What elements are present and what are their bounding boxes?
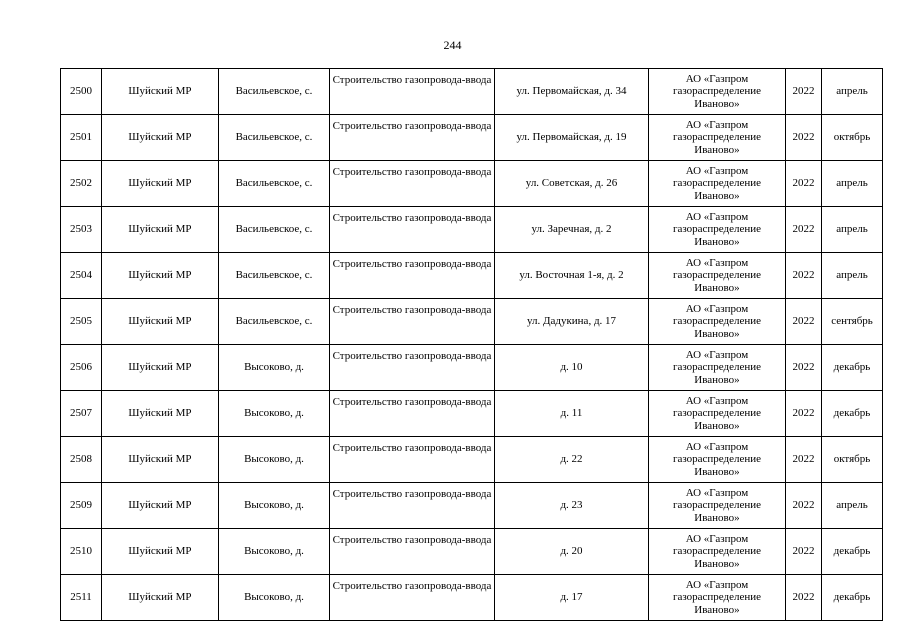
- org-line-2: газораспределение: [672, 499, 762, 512]
- organization-cell: [649, 115, 786, 161]
- address-cell: д. 10: [495, 345, 649, 391]
- row-number-cell: 2502: [61, 161, 102, 207]
- org-line-1: АО «Газпром: [685, 578, 749, 591]
- work-type-cell: Строительство газопровода-ввода: [330, 575, 495, 621]
- organization-cell: [649, 483, 786, 529]
- gas-pipeline-registry-table: [60, 68, 883, 621]
- org-line-1: АО «Газпром: [685, 72, 749, 85]
- organization-cell: [649, 345, 786, 391]
- row-number-cell: 2507: [61, 391, 102, 437]
- address-cell: ул. Советская, д. 26: [495, 161, 649, 207]
- month-cell: сентябрь: [822, 299, 883, 345]
- org-line-2: газораспределение: [672, 315, 762, 328]
- district-cell: Шуйский МР: [102, 115, 219, 161]
- table-row: [61, 115, 883, 161]
- row-number-cell: 2501: [61, 115, 102, 161]
- organization-cell: [649, 207, 786, 253]
- row-number-cell: 2506: [61, 345, 102, 391]
- organization-cell: [649, 299, 786, 345]
- table-row: [61, 69, 883, 115]
- organization-cell: [649, 253, 786, 299]
- year-cell: 2022: [786, 529, 822, 575]
- settlement-cell: Васильевское, с.: [219, 299, 330, 345]
- work-type-cell: Строительство газопровода-ввода: [330, 437, 495, 483]
- row-number-cell: 2500: [61, 69, 102, 115]
- month-cell: апрель: [822, 161, 883, 207]
- year-cell: 2022: [786, 115, 822, 161]
- table-row: [61, 437, 883, 483]
- district-cell: Шуйский МР: [102, 253, 219, 299]
- month-cell: декабрь: [822, 529, 883, 575]
- org-line-3: Иваново»: [694, 511, 740, 524]
- month-cell: апрель: [822, 207, 883, 253]
- work-type-cell: Строительство газопровода-ввода: [330, 391, 495, 437]
- address-cell: ул. Заречная, д. 2: [495, 207, 649, 253]
- table-row: [61, 345, 883, 391]
- work-type-cell: Строительство газопровода-ввода: [330, 207, 495, 253]
- address-cell: ул. Восточная 1-я, д. 2: [495, 253, 649, 299]
- settlement-cell: Высоково, д.: [219, 345, 330, 391]
- district-cell: Шуйский МР: [102, 207, 219, 253]
- month-cell: октябрь: [822, 115, 883, 161]
- org-line-2: газораспределение: [672, 131, 762, 144]
- org-line-1: АО «Газпром: [685, 486, 749, 499]
- work-type-cell: Строительство газопровода-ввода: [330, 115, 495, 161]
- work-type-cell: Строительство газопровода-ввода: [330, 299, 495, 345]
- work-type-cell: Строительство газопровода-ввода: [330, 483, 495, 529]
- org-line-3: Иваново»: [694, 281, 740, 294]
- district-cell: Шуйский МР: [102, 161, 219, 207]
- settlement-cell: Васильевское, с.: [219, 207, 330, 253]
- month-cell: декабрь: [822, 345, 883, 391]
- district-cell: Шуйский МР: [102, 299, 219, 345]
- settlement-cell: Высоково, д.: [219, 391, 330, 437]
- work-type-cell: Строительство газопровода-ввода: [330, 529, 495, 575]
- table-row: [61, 391, 883, 437]
- org-line-1: АО «Газпром: [685, 394, 749, 407]
- work-type-cell: Строительство газопровода-ввода: [330, 345, 495, 391]
- district-cell: Шуйский МР: [102, 529, 219, 575]
- row-number-cell: 2505: [61, 299, 102, 345]
- org-line-1: АО «Газпром: [685, 302, 749, 315]
- org-line-1: АО «Газпром: [685, 210, 749, 223]
- table-row: [61, 207, 883, 253]
- org-line-3: Иваново»: [694, 373, 740, 386]
- org-line-1: АО «Газпром: [685, 164, 749, 177]
- settlement-cell: Васильевское, с.: [219, 115, 330, 161]
- org-line-2: газораспределение: [672, 85, 762, 98]
- row-number-cell: 2503: [61, 207, 102, 253]
- address-cell: ул. Дадукина, д. 17: [495, 299, 649, 345]
- organization-cell: [649, 391, 786, 437]
- table-row: [61, 529, 883, 575]
- month-cell: октябрь: [822, 437, 883, 483]
- org-line-2: газораспределение: [672, 177, 762, 190]
- address-cell: д. 22: [495, 437, 649, 483]
- row-number-cell: 2509: [61, 483, 102, 529]
- month-cell: апрель: [822, 69, 883, 115]
- organization-cell: [649, 529, 786, 575]
- work-type-cell: Строительство газопровода-ввода: [330, 253, 495, 299]
- work-type-cell: Строительство газопровода-ввода: [330, 69, 495, 115]
- organization-cell: [649, 575, 786, 621]
- address-cell: д. 20: [495, 529, 649, 575]
- year-cell: 2022: [786, 391, 822, 437]
- address-cell: д. 17: [495, 575, 649, 621]
- district-cell: Шуйский МР: [102, 437, 219, 483]
- table-row: [61, 483, 883, 529]
- org-line-1: АО «Газпром: [685, 440, 749, 453]
- year-cell: 2022: [786, 575, 822, 621]
- page-number: 244: [443, 38, 462, 52]
- row-number-cell: 2511: [61, 575, 102, 621]
- org-line-3: Иваново»: [694, 603, 740, 616]
- organization-cell: [649, 161, 786, 207]
- address-cell: ул. Первомайская, д. 34: [495, 69, 649, 115]
- org-line-2: газораспределение: [672, 453, 762, 466]
- district-cell: Шуйский МР: [102, 69, 219, 115]
- month-cell: декабрь: [822, 575, 883, 621]
- settlement-cell: Высоково, д.: [219, 483, 330, 529]
- org-line-1: АО «Газпром: [685, 256, 749, 269]
- org-line-2: газораспределение: [672, 591, 762, 604]
- org-line-3: Иваново»: [694, 235, 740, 248]
- org-line-3: Иваново»: [694, 189, 740, 202]
- org-line-3: Иваново»: [694, 465, 740, 478]
- org-line-1: АО «Газпром: [685, 118, 749, 131]
- table-row: [61, 253, 883, 299]
- org-line-2: газораспределение: [672, 269, 762, 282]
- year-cell: 2022: [786, 161, 822, 207]
- org-line-3: Иваново»: [694, 557, 740, 570]
- year-cell: 2022: [786, 345, 822, 391]
- year-cell: 2022: [786, 299, 822, 345]
- row-number-cell: 2508: [61, 437, 102, 483]
- org-line-1: АО «Газпром: [685, 348, 749, 361]
- settlement-cell: Высоково, д.: [219, 437, 330, 483]
- org-line-2: газораспределение: [672, 545, 762, 558]
- table-body: [61, 69, 883, 621]
- table-row: [61, 575, 883, 621]
- address-cell: д. 23: [495, 483, 649, 529]
- year-cell: 2022: [786, 69, 822, 115]
- org-line-3: Иваново»: [694, 97, 740, 110]
- org-line-3: Иваново»: [694, 143, 740, 156]
- org-line-3: Иваново»: [694, 419, 740, 432]
- district-cell: Шуйский МР: [102, 483, 219, 529]
- month-cell: апрель: [822, 253, 883, 299]
- org-line-2: газораспределение: [672, 361, 762, 374]
- month-cell: апрель: [822, 483, 883, 529]
- settlement-cell: Высоково, д.: [219, 529, 330, 575]
- row-number-cell: 2510: [61, 529, 102, 575]
- address-cell: ул. Первомайская, д. 19: [495, 115, 649, 161]
- year-cell: 2022: [786, 437, 822, 483]
- month-cell: декабрь: [822, 391, 883, 437]
- settlement-cell: Высоково, д.: [219, 575, 330, 621]
- table-row: [61, 299, 883, 345]
- org-line-2: газораспределение: [672, 407, 762, 420]
- organization-cell: [649, 69, 786, 115]
- org-line-3: Иваново»: [694, 327, 740, 340]
- work-type-cell: Строительство газопровода-ввода: [330, 161, 495, 207]
- address-cell: д. 11: [495, 391, 649, 437]
- year-cell: 2022: [786, 207, 822, 253]
- district-cell: Шуйский МР: [102, 575, 219, 621]
- settlement-cell: Васильевское, с.: [219, 161, 330, 207]
- table-row: [61, 161, 883, 207]
- settlement-cell: Васильевское, с.: [219, 253, 330, 299]
- organization-cell: [649, 437, 786, 483]
- year-cell: 2022: [786, 483, 822, 529]
- year-cell: 2022: [786, 253, 822, 299]
- row-number-cell: 2504: [61, 253, 102, 299]
- settlement-cell: Васильевское, с.: [219, 69, 330, 115]
- org-line-2: газораспределение: [672, 223, 762, 236]
- district-cell: Шуйский МР: [102, 345, 219, 391]
- district-cell: Шуйский МР: [102, 391, 219, 437]
- org-line-1: АО «Газпром: [685, 532, 749, 545]
